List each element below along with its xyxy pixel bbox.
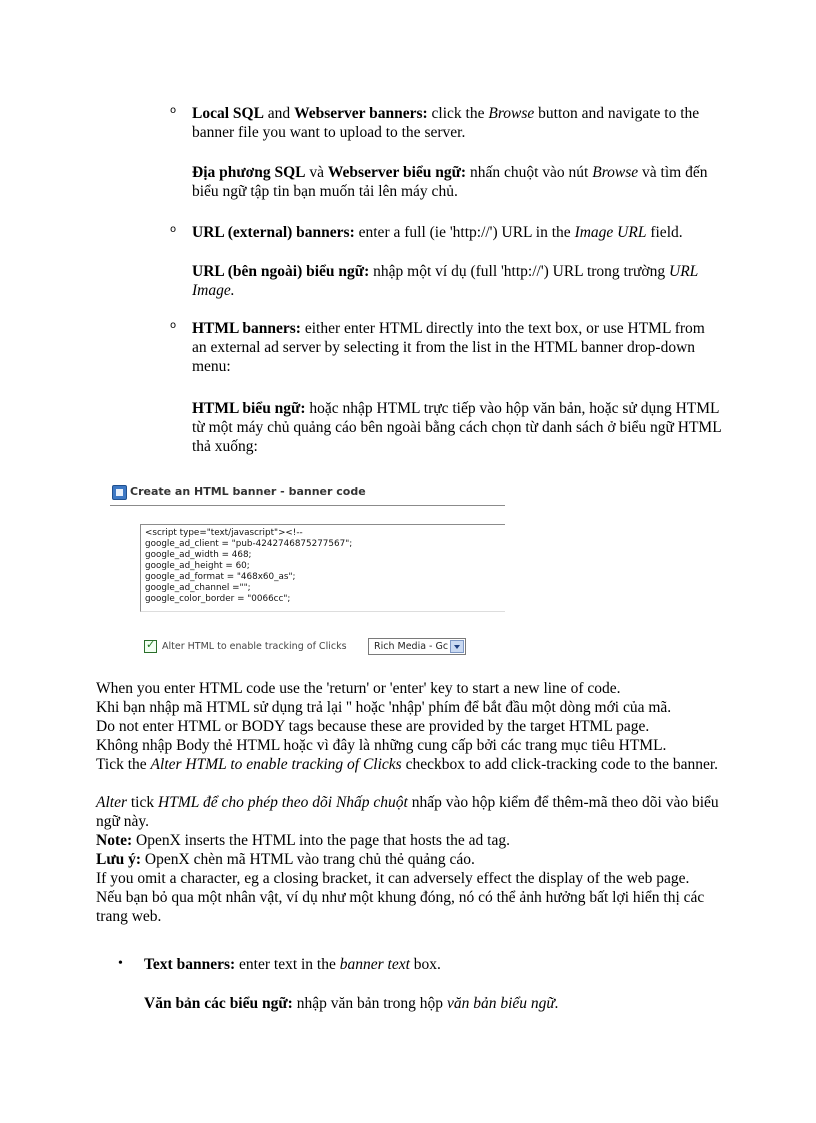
html-text: HTML banners: either enter HTML directly into the text box, or use HTML from an external ad server by selecting it from the list in the HTML banner drop-down menu: [192, 320, 705, 375]
local-sql-translation: Địa phương SQL và Webserver biểu ngữ: nhấn chuột vào nút Browse và tìm đến biểu ngữ tập tin bạn muốn tải lên máy chủ. [192, 164, 708, 200]
para-note-vi: Lưu ý: OpenX chèn mã HTML vào trang chủ thẻ quảng cáo. [96, 851, 475, 868]
para-omit-character: If you omit a character, eg a closing bracket, it can adversely effect the display of the web page. [96, 870, 690, 887]
bullet: • [118, 956, 123, 971]
select-value: Rich Media - Gc [374, 641, 449, 652]
code-line: google_color_border = "0066cc"; [145, 594, 291, 604]
para-tick-checkbox: Tick the Alter HTML to enable tracking of Clicks checkbox to add click-tracking code to the banner. [96, 756, 719, 773]
html-translation: HTML biểu ngữ: hoặc nhập HTML trực tiếp vào hộp văn bản, hoặc sử dụng HTML từ một máy chủ quảng cáo bên ngoài bằng cách chọn từ danh sách ở biểu ngữ HTML thả xuống: [192, 400, 722, 455]
local-sql-text: Local SQL and Webserver banners: click the Browse button and navigate to the banner file you want to upload to the server. [192, 105, 700, 141]
html-banner-screenshot [110, 482, 510, 662]
chevron-down-icon[interactable] [450, 640, 464, 653]
para-return-key: When you enter HTML code use the 'return' or 'enter' key to start a new line of code. [96, 680, 621, 697]
para-note: Note: OpenX inserts the HTML into the page that hosts the ad tag. [96, 832, 510, 849]
url-text: URL (external) banners: enter a full (ie 'http://') URL in the Image URL field. [192, 224, 683, 241]
para-return-key-vi: Khi bạn nhập mã HTML sử dụng trả lại '' hoặc 'nhập' phím để bắt đầu một dòng mới của mã. [96, 699, 672, 716]
alter-html-checkbox[interactable] [144, 640, 157, 653]
text-banners-translation: Văn bản các biểu ngữ: nhập văn bản trong hộp văn bản biểu ngữ. [144, 995, 559, 1012]
screenshot-title: Create an HTML banner - banner code [130, 485, 366, 498]
sub-bullet: o [170, 320, 177, 331]
text-banners-item: Text banners: enter text in the banner text box. [144, 956, 441, 973]
html-banner-type-select[interactable] [368, 638, 466, 655]
url-translation: URL (bên ngoài) biểu ngữ: nhập một ví dụ (full 'http://') URL trong trường URL Image. [192, 263, 699, 299]
code-line: google_ad_height = 60; [145, 561, 250, 571]
sub-bullet: o [170, 105, 177, 116]
code-line: google_ad_format = "468x60_as"; [145, 572, 296, 582]
title-divider [110, 505, 505, 506]
banner-code-textarea[interactable] [140, 524, 505, 612]
para-body-tags: Do not enter HTML or BODY tags because these are provided by the target HTML page. [96, 718, 650, 735]
sub-bullet: o [170, 224, 177, 235]
banner-window-icon [112, 485, 127, 500]
para-omit-character-vi: Nếu bạn bỏ qua một nhân vật, ví dụ như một khung đóng, nó có thể ảnh hưởng bất lợi hiển thị các trang web. [96, 889, 705, 925]
code-line: google_ad_channel =""; [145, 583, 251, 593]
para-tick-checkbox-vi: Alter tick HTML để cho phép theo dõi Nhấp chuột nhấp vào hộp kiểm để thêm-mã theo dõi vào biểu ngữ này. [96, 794, 719, 830]
alter-html-label: Alter HTML to enable tracking of Clicks [162, 641, 347, 652]
code-line: google_ad_width = 468; [145, 550, 252, 560]
para-body-tags-vi: Không nhập Body thẻ HTML hoặc vì đây là những cung cấp bởi các trang mục tiêu HTML. [96, 737, 667, 754]
screenshot-title-bar [110, 482, 510, 502]
code-line: google_ad_client = "pub-4242746875277567"; [145, 539, 353, 549]
code-line: <script type="text/javascript"><!-- [145, 528, 303, 538]
